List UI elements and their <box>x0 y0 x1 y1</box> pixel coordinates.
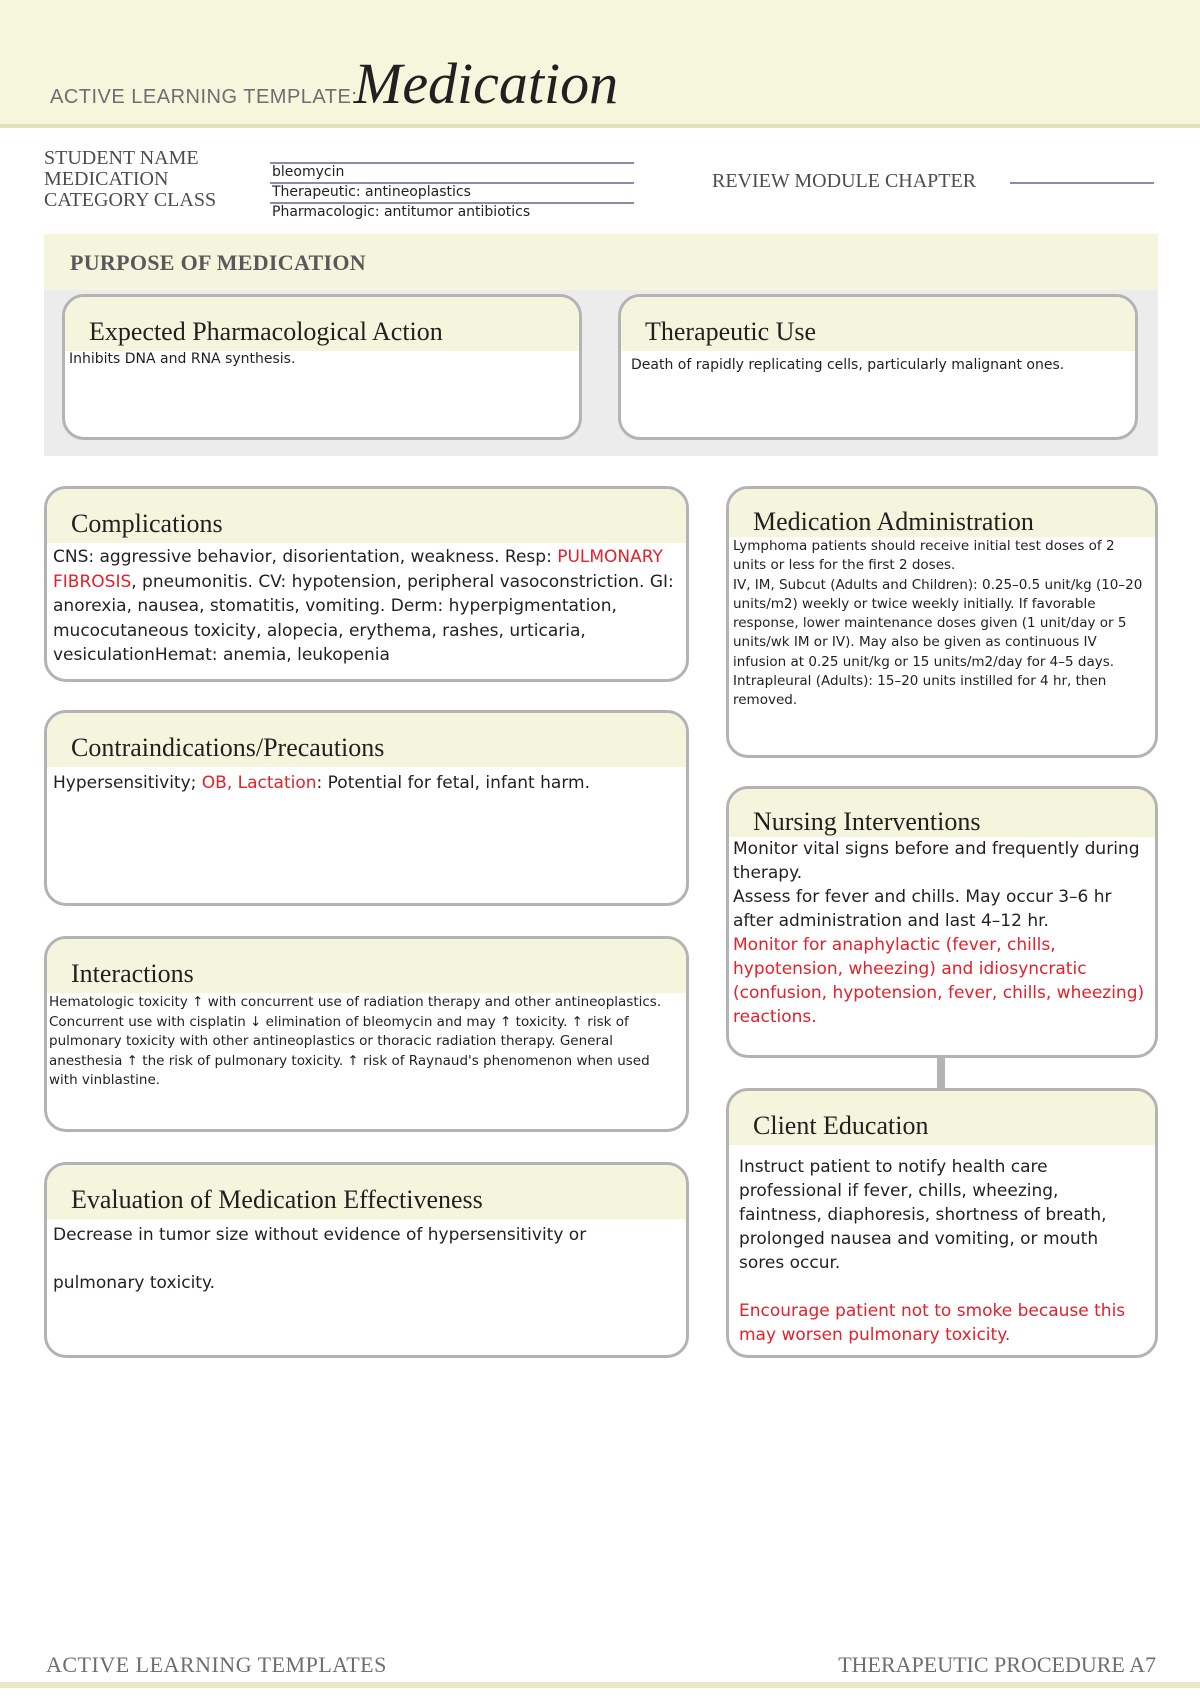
administration-p1: Lymphoma patients should receive initial test doses of 2 units or less for the first 2 doses. <box>733 538 1115 574</box>
administration-p2: IV, IM, Subcut (Adults and Children): 0.25–0.5 unit/kg (10–20 units/m2) weekly or twice weekly initially. If favorable response, lower maintenance doses given (1 unit/day or 5 units/wk IM or IV). May also be given as continuous IV infusion at 0.25 unit/kg or 15 units/m2/day for 4–5 days. <box>733 576 1143 670</box>
template-label: ACTIVE LEARNING TEMPLATE: <box>50 86 358 108</box>
review-module-label: REVIEW MODULE CHAPTER <box>712 170 977 192</box>
nursing-text[interactable] <box>729 837 1155 1033</box>
footer-right: THERAPEUTIC PROCEDURE A7 <box>838 1652 1156 1677</box>
therapeutic-class-field[interactable]: Therapeutic: antineoplastics <box>272 184 471 200</box>
purpose-title: PURPOSE OF MEDICATION <box>70 250 366 275</box>
expected-action-title: Expected Pharmacological Action <box>65 297 579 351</box>
expected-action-text[interactable]: Inhibits DNA and RNA synthesis. <box>69 351 296 367</box>
evaluation-box <box>44 1162 689 1358</box>
footer-left: ACTIVE LEARNING TEMPLATES <box>46 1652 387 1677</box>
review-module-field[interactable] <box>1010 182 1154 184</box>
contraindications-text-b: : Potential for fetal, infant harm. <box>316 773 590 793</box>
connector-line <box>937 1058 945 1090</box>
education-box <box>726 1088 1158 1358</box>
administration-p3: Intrapleural (Adults): 15–20 units instilled for 4 hr, then removed. <box>733 673 1107 709</box>
nursing-p1: Monitor vital signs before and frequently during therapy. <box>733 839 1140 883</box>
administration-box <box>726 486 1158 758</box>
contraindications-highlight: OB, Lactation <box>201 773 317 793</box>
evaluation-line-1: Decrease in tumor size without evidence of hypersensitivity or <box>53 1225 587 1245</box>
student-name-label: STUDENT NAME <box>44 147 199 169</box>
medication-field[interactable]: bleomycin <box>272 164 345 180</box>
interactions-text[interactable]: Hematologic toxicity ↑ with concurrent use of radiation therapy and other antineoplastics. Concurrent use with cisplatin ↓ elimination of bleomycin and may ↑ toxicity. ↑ risk of pulmonary toxicity with other antineoplastics or thoracic radiation therapy. General anesthesia ↑ the risk of pulmonary toxicity. ↑ risk of Raynaud's phenomenon when used with vinblastine. <box>49 994 662 1088</box>
nursing-p2: Assess for fever and chills. May occur 3–6 hr after administration and last 4–12 hr. <box>733 887 1112 931</box>
complications-highlight: PULMONARY FIBROSIS <box>53 547 663 592</box>
education-p2: Encourage patient not to smoke because this may worsen pulmonary toxicity. <box>739 1301 1126 1345</box>
purpose-title-band <box>44 234 1158 290</box>
contraindications-box <box>44 710 689 906</box>
nursing-p3: Monitor for anaphylactic (fever, chills, hypotension, wheezing) and idiosyncratic (confusion, hypotension, fever, chills, wheezing) reactions. <box>733 935 1145 1027</box>
administration-text[interactable] <box>729 537 1155 715</box>
complications-box <box>44 486 689 682</box>
education-p1: Instruct patient to notify health care professional if fever, chills, wheezing, faintness, diaphoresis, shortness of breath, prolonged nausea and vomiting, or mouth sores occur. <box>739 1157 1107 1273</box>
complications-text-b: , pneumonitis. CV: hypotension, peripheral vasoconstriction. GI: anorexia, nausea, stomatitis, vomiting. Derm: hyperpigmentation, mucocutaneous toxicity, alopecia, erythema, rashes, urticaria, vesiculationHemat: anemia, leukopenia <box>53 571 674 665</box>
nursing-title: Nursing Interventions <box>729 789 1155 837</box>
contraindications-text[interactable] <box>47 767 686 799</box>
complications-text-a: CNS: aggressive behavior, disorientation, weakness. Resp: <box>53 547 558 567</box>
education-title: Client Education <box>729 1091 1155 1145</box>
therapeutic-use-box <box>618 294 1138 440</box>
complications-title: Complications <box>47 489 686 543</box>
contraindications-text-a: Hypersensitivity; <box>53 773 202 793</box>
page-title: Medication <box>354 51 619 116</box>
evaluation-line-2: pulmonary toxicity. <box>53 1273 215 1293</box>
complications-text[interactable] <box>47 543 686 672</box>
interactions-box <box>44 936 689 1132</box>
medication-label: MEDICATION <box>44 168 169 190</box>
pharmacologic-class-field[interactable]: Pharmacologic: antitumor antibiotics <box>272 204 531 220</box>
evaluation-text[interactable] <box>47 1219 686 1297</box>
footer-line <box>0 1682 1200 1688</box>
administration-title: Medication Administration <box>729 489 1155 537</box>
expected-action-box <box>62 294 582 440</box>
nursing-box <box>726 786 1158 1058</box>
category-class-label: CATEGORY CLASS <box>44 189 217 211</box>
therapeutic-use-text[interactable]: Death of rapidly replicating cells, particularly malignant ones. <box>631 357 1065 373</box>
interactions-title: Interactions <box>47 939 686 993</box>
therapeutic-use-title: Therapeutic Use <box>621 297 1135 351</box>
education-text[interactable] <box>729 1145 1155 1351</box>
contraindications-title: Contraindications/Precautions <box>47 713 686 767</box>
evaluation-title: Evaluation of Medication Effectiveness <box>47 1165 686 1219</box>
